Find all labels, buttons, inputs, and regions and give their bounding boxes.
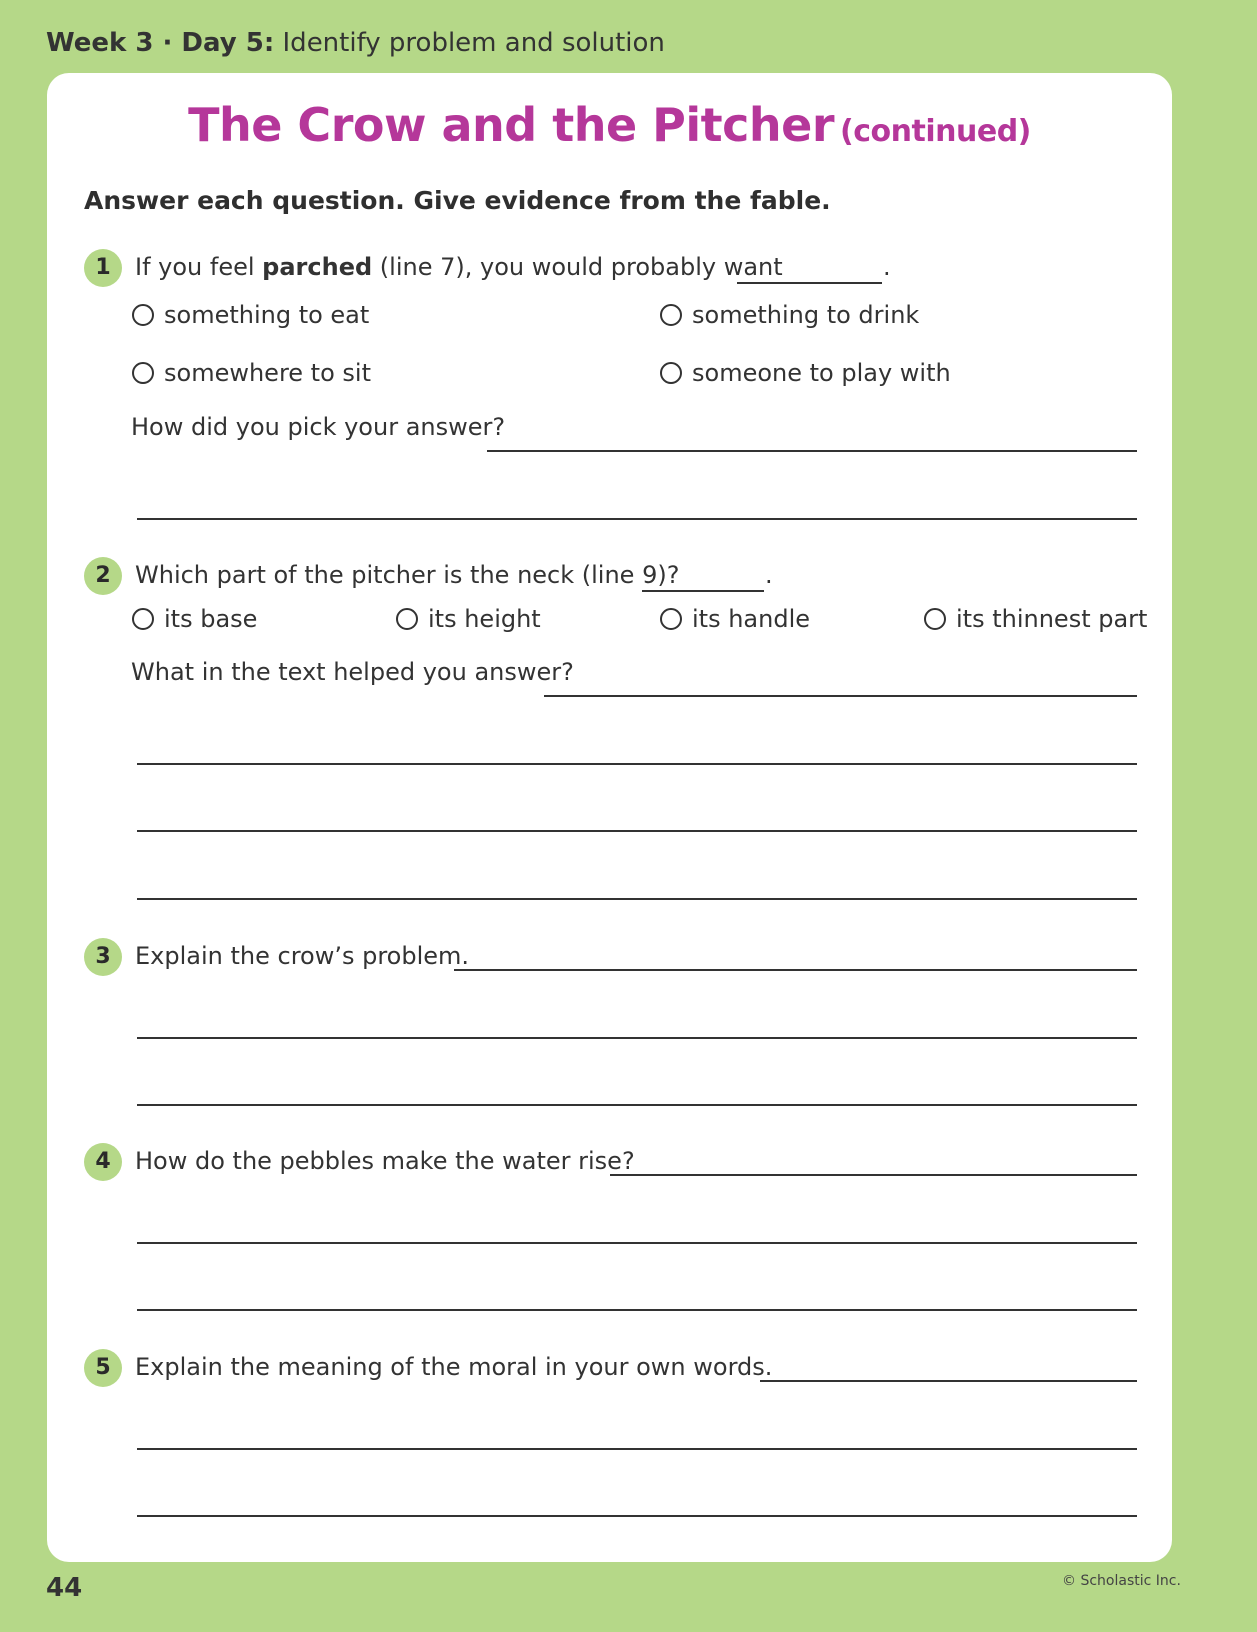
- skill-label: Identify problem and solution: [282, 28, 665, 58]
- radio-button[interactable]: [132, 608, 154, 630]
- answer-line[interactable]: [454, 969, 1137, 971]
- answer-line[interactable]: [137, 1309, 1137, 1311]
- answer-line[interactable]: [137, 830, 1137, 832]
- question-1-followup: How did you pick your answer?: [131, 413, 506, 441]
- answer-line[interactable]: [137, 1242, 1137, 1244]
- title-suffix: (continued): [840, 114, 1031, 149]
- q1-option-2[interactable]: something to drink: [660, 301, 919, 329]
- radio-button[interactable]: [924, 608, 946, 630]
- question-number-4: 4: [84, 1143, 122, 1181]
- q2-option-2[interactable]: its height: [396, 605, 541, 633]
- q1-option-4[interactable]: someone to play with: [660, 359, 951, 387]
- answer-line[interactable]: [610, 1174, 1137, 1176]
- answer-line[interactable]: [760, 1380, 1137, 1382]
- answer-line[interactable]: [487, 450, 1137, 452]
- answer-line[interactable]: [137, 518, 1137, 520]
- question-1-blank[interactable]: [737, 282, 882, 284]
- answer-line[interactable]: [137, 1448, 1137, 1450]
- question-1-text: If you feel parched (line 7), you would probably want: [135, 253, 783, 281]
- radio-button[interactable]: [660, 362, 682, 384]
- question-5-text: Explain the meaning of the moral in your own words.: [135, 1353, 773, 1381]
- page-header: [46, 28, 665, 58]
- question-2-blank[interactable]: [642, 590, 764, 592]
- instructions: Answer each question. Give evidence from the fable.: [84, 186, 831, 215]
- question-number-5: 5: [84, 1349, 122, 1387]
- q2-option-4[interactable]: its thinnest part: [924, 605, 1147, 633]
- question-4-text: How do the pebbles make the water rise?: [135, 1147, 635, 1175]
- answer-line[interactable]: [137, 898, 1137, 900]
- question-number-2: 2: [84, 557, 122, 595]
- question-3-text: Explain the crow’s problem.: [135, 942, 470, 970]
- question-number-3: 3: [84, 938, 122, 976]
- question-2-period: .: [765, 561, 773, 589]
- copyright: © Scholastic Inc.: [1062, 1573, 1181, 1589]
- question-2-followup: What in the text helped you answer?: [131, 658, 574, 686]
- q1-option-3[interactable]: somewhere to sit: [132, 359, 371, 387]
- title-main: The Crow and the Pitcher: [188, 98, 835, 152]
- radio-button[interactable]: [660, 608, 682, 630]
- answer-line[interactable]: [137, 763, 1137, 765]
- radio-button[interactable]: [396, 608, 418, 630]
- question-1-period: .: [883, 253, 891, 281]
- q2-option-3[interactable]: its handle: [660, 605, 810, 633]
- question-2-text: Which part of the pitcher is the neck (line 9)?: [135, 561, 680, 589]
- answer-line[interactable]: [137, 1037, 1137, 1039]
- answer-line[interactable]: [544, 695, 1137, 697]
- week-day-label: Week 3 · Day 5:: [46, 28, 275, 58]
- worksheet-title: [47, 98, 1172, 152]
- answer-line[interactable]: [137, 1515, 1137, 1517]
- radio-button[interactable]: [660, 304, 682, 326]
- radio-button[interactable]: [132, 362, 154, 384]
- radio-button[interactable]: [132, 304, 154, 326]
- page-number: 44: [46, 1573, 83, 1603]
- q1-option-1[interactable]: something to eat: [132, 301, 369, 329]
- question-number-1: 1: [84, 249, 122, 287]
- answer-line[interactable]: [137, 1104, 1137, 1106]
- worksheet-card: [47, 73, 1172, 1562]
- q2-option-1[interactable]: its base: [132, 605, 257, 633]
